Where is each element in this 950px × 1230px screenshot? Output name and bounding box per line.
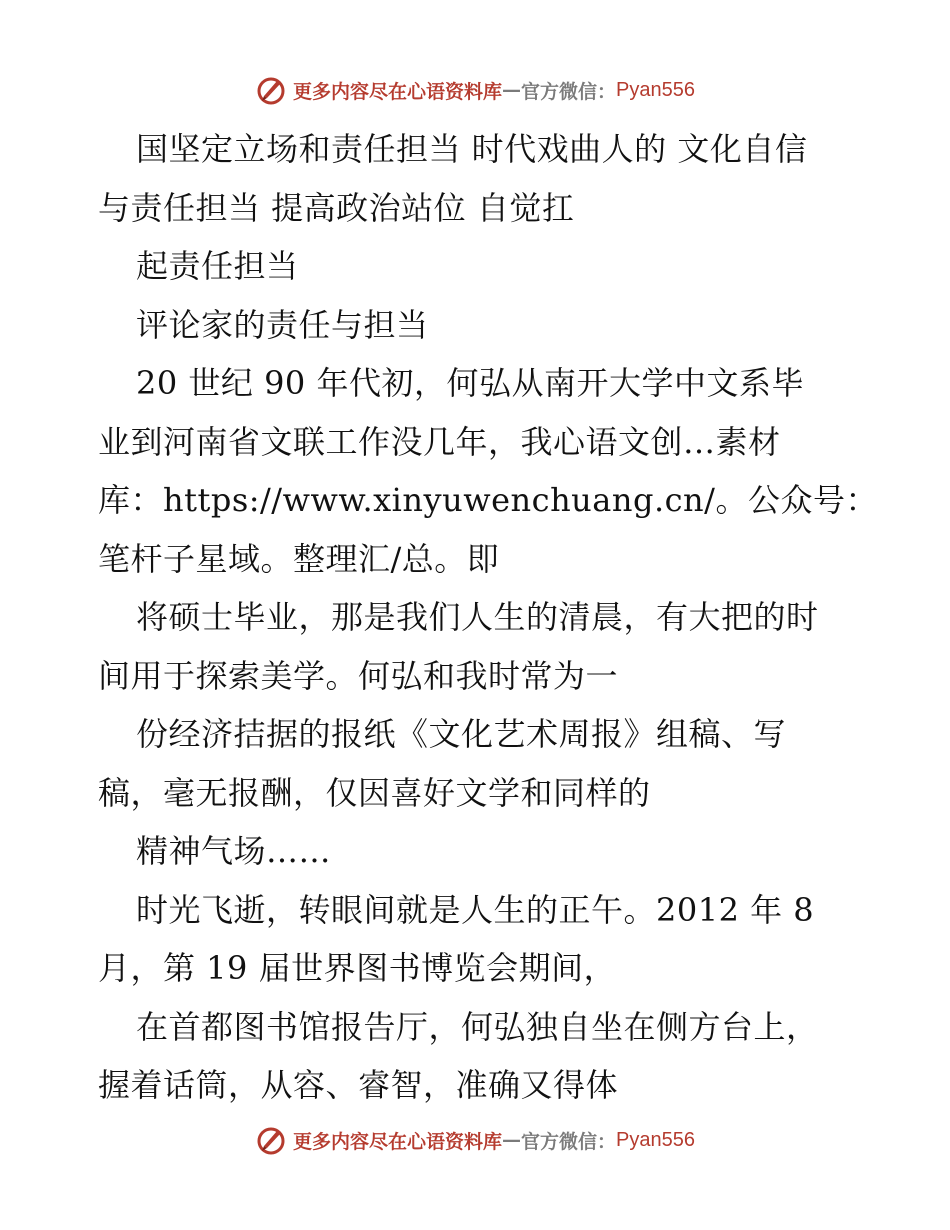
footer-banner (0, 1120, 950, 1160)
text-line: 起责任担当 (136, 247, 299, 285)
text-line: 评论家的责任与担当 (136, 305, 429, 344)
banner-main-text: 更多内容尽在心语资料库 (293, 80, 503, 103)
text-line: 库：https://www.xinyuwenchuang.cn/。公众号： (98, 481, 878, 519)
quill-pen-logo-icon (255, 1124, 287, 1156)
header-banner (0, 70, 950, 110)
banner-wechat-id: Pyan556 (616, 1128, 695, 1151)
text-line: 20 世纪 90 年代初，何弘从南开大学中文系毕 (136, 364, 804, 402)
text-line: 月，第 19 届世界图书博览会期间， (98, 949, 617, 987)
text-line: 与责任担当 提高政治站位 自觉扛 (98, 188, 575, 227)
document-body (98, 120, 878, 1115)
banner-wechat-id: Pyan556 (616, 78, 695, 101)
text-line: 稿，毫无报酬，仅因喜好文学和同样的 (98, 773, 651, 812)
quill-pen-logo-icon (255, 74, 287, 106)
banner-separator: — (502, 79, 522, 101)
banner-separator: — (502, 1129, 522, 1151)
text-line: 将硕士毕业，那是我们人生的清晨，有大把的时 (136, 598, 819, 636)
banner-main-text: 更多内容尽在心语资料库 (293, 1130, 503, 1153)
text-line: 握着话筒，从容、睿智，准确又得体 (98, 1066, 619, 1104)
banner-official-label: 官方微信： (521, 1130, 617, 1153)
text-line: 精神气场…… (136, 832, 332, 870)
text-line: 在首都图书馆报告厅，何弘独自坐在侧方台上， (136, 1007, 819, 1046)
text-line: 份经济拮据的报纸《文化艺术周报》组稿、写 (136, 715, 787, 753)
text-line: 间用于探索美学。何弘和我时常为一 (98, 656, 619, 695)
text-line: 国坚定立场和责任担当 时代戏曲人的 文化自信 (136, 130, 808, 168)
text-line: 笔杆子星域。整理汇/总。即 (98, 539, 500, 578)
banner-official-label: 官方微信： (521, 80, 617, 103)
text-line: 时光飞逝，转眼间就是人生的正午。2012 年 8 (136, 890, 815, 929)
text-line: 业到河南省文联工作没几年，我心语文创…素材 (98, 422, 781, 461)
